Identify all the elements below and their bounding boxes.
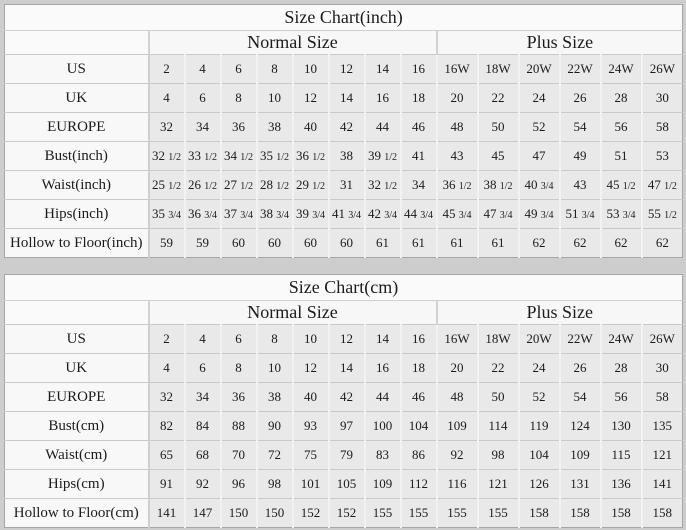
size-cell: 152: [293, 499, 329, 528]
size-cell: 26W: [642, 55, 683, 84]
size-cell: 58: [642, 383, 683, 412]
table-row: [5, 55, 683, 84]
size-cell: 61: [437, 229, 478, 258]
size-cell: 20W: [519, 55, 560, 84]
size-cell: 20W: [519, 325, 560, 354]
size-cell: 43: [560, 171, 601, 200]
size-cell: 54: [560, 113, 601, 142]
size-cell: 50: [478, 383, 519, 412]
size-cell: 27 1/2: [221, 171, 257, 200]
size-cell: 18: [401, 84, 437, 113]
size-cell: 34 1/2: [221, 142, 257, 171]
size-cell: 47 1/2: [642, 171, 683, 200]
size-cell: 14: [365, 55, 401, 84]
row-label: Waist(inch): [5, 171, 149, 200]
column-group-label: Plus Size: [437, 301, 683, 325]
size-cell: 39 3/4: [293, 200, 329, 229]
size-cell: 155: [478, 499, 519, 528]
size-cell: 62: [601, 229, 642, 258]
size-cell: 104: [401, 412, 437, 441]
size-cell: 158: [519, 499, 560, 528]
size-cell: 42: [329, 383, 365, 412]
size-cell: 104: [519, 441, 560, 470]
size-cell: 68: [185, 441, 221, 470]
size-cell: 50: [478, 113, 519, 142]
size-cell: 150: [221, 499, 257, 528]
column-group-label: Normal Size: [149, 31, 437, 55]
size-cell: 28: [601, 354, 642, 383]
size-cell: 150: [257, 499, 293, 528]
row-label: Bust(inch): [5, 142, 149, 171]
size-cell: 24: [519, 84, 560, 113]
size-cell: 18: [401, 354, 437, 383]
size-cell: 92: [437, 441, 478, 470]
size-cell: 45 1/2: [601, 171, 642, 200]
corner-cell: [5, 31, 149, 55]
size-cell: 8: [221, 84, 257, 113]
size-cell: 56: [601, 383, 642, 412]
fraction: 3/4: [312, 210, 326, 221]
size-cell: 12: [329, 325, 365, 354]
size-cell: 16: [401, 55, 437, 84]
size-chart-cm-table: [4, 274, 683, 528]
size-cell: 47: [519, 142, 560, 171]
size-cell: 47 3/4: [478, 200, 519, 229]
size-cell: 24: [519, 354, 560, 383]
size-cell: 141: [642, 470, 683, 499]
size-cell: 4: [149, 354, 185, 383]
fraction: 3/4: [276, 210, 290, 221]
size-cell: 112: [401, 470, 437, 499]
size-cell: 79: [329, 441, 365, 470]
size-cell: 31: [329, 171, 365, 200]
size-cell: 10: [257, 84, 293, 113]
title-row: [5, 5, 683, 31]
size-cell: 55 1/2: [642, 200, 683, 229]
size-cell: 38: [257, 383, 293, 412]
size-cell: 130: [601, 412, 642, 441]
size-chart-inch-table: [4, 4, 683, 258]
size-cell: 48: [437, 383, 478, 412]
size-cell: 60: [221, 229, 257, 258]
size-cell: 52: [519, 383, 560, 412]
fraction: 1/2: [276, 152, 290, 163]
size-cell: 36: [221, 383, 257, 412]
row-label: Hips(cm): [5, 470, 149, 499]
size-cell: 62: [560, 229, 601, 258]
fraction: 1/2: [240, 152, 254, 163]
fraction: 3/4: [540, 181, 554, 192]
corner-cell: [5, 301, 149, 325]
size-cell: 158: [642, 499, 683, 528]
size-cell: 105: [329, 470, 365, 499]
table-row: [5, 412, 683, 441]
size-cell: 32: [149, 113, 185, 142]
size-cell: 12: [329, 55, 365, 84]
size-cell: 20: [437, 354, 478, 383]
fraction: 3/4: [240, 210, 254, 221]
row-label: US: [5, 55, 149, 84]
size-cell: 39 1/2: [365, 142, 401, 171]
size-cell: 16: [365, 354, 401, 383]
size-cell: 26 1/2: [185, 171, 221, 200]
size-cell: 36 3/4: [185, 200, 221, 229]
size-cell: 10: [293, 325, 329, 354]
table-row: [5, 200, 683, 229]
size-cell: 10: [257, 354, 293, 383]
size-cell: 52: [519, 113, 560, 142]
size-cell: 44 3/4: [401, 200, 437, 229]
size-cell: 35 3/4: [149, 200, 185, 229]
size-cell: 12: [293, 354, 329, 383]
row-label: Bust(cm): [5, 412, 149, 441]
size-cell: 38 3/4: [257, 200, 293, 229]
size-cell: 75: [293, 441, 329, 470]
size-cell: 84: [185, 412, 221, 441]
table-row: [5, 113, 683, 142]
row-label: UK: [5, 354, 149, 383]
size-cell: 25 1/2: [149, 171, 185, 200]
size-cell: 4: [185, 325, 221, 354]
size-cell: 28 1/2: [257, 171, 293, 200]
size-cell: 61: [401, 229, 437, 258]
fraction: 1/2: [499, 181, 513, 192]
size-cell: 42: [329, 113, 365, 142]
fraction: 1/2: [204, 152, 218, 163]
fraction: 1/2: [312, 152, 326, 163]
size-cell: 91: [149, 470, 185, 499]
row-label: Hollow to Floor(cm): [5, 499, 149, 528]
fraction: 1/2: [384, 152, 398, 163]
size-cell: 92: [185, 470, 221, 499]
size-cell: 34: [401, 171, 437, 200]
size-cell: 29 1/2: [293, 171, 329, 200]
row-label: Hips(inch): [5, 200, 149, 229]
fraction: 3/4: [458, 210, 472, 221]
column-group-label: Plus Size: [437, 31, 683, 55]
row-label: EUROPE: [5, 383, 149, 412]
size-cell: 54: [560, 383, 601, 412]
fraction: 1/2: [168, 152, 182, 163]
size-cell: 121: [478, 470, 519, 499]
group-header-row: [5, 31, 683, 55]
size-cell: 20: [437, 84, 478, 113]
size-cell: 36 1/2: [293, 142, 329, 171]
fraction: 3/4: [622, 210, 636, 221]
size-cell: 6: [221, 325, 257, 354]
size-cell: 86: [401, 441, 437, 470]
size-cell: 18W: [478, 325, 519, 354]
size-cell: 49: [560, 142, 601, 171]
fraction: 3/4: [168, 210, 182, 221]
size-cell: 8: [257, 325, 293, 354]
table-row: [5, 84, 683, 113]
size-cell: 158: [601, 499, 642, 528]
size-cell: 26: [560, 84, 601, 113]
size-cell: 88: [221, 412, 257, 441]
fraction: 3/4: [540, 210, 554, 221]
fraction: 1/2: [276, 181, 290, 192]
fraction: 3/4: [348, 210, 362, 221]
size-cell: 38 1/2: [478, 171, 519, 200]
size-cell: 101: [293, 470, 329, 499]
size-cell: 14: [365, 325, 401, 354]
size-cell: 83: [365, 441, 401, 470]
fraction: 3/4: [581, 210, 595, 221]
size-cell: 114: [478, 412, 519, 441]
size-cell: 32 1/2: [149, 142, 185, 171]
table-row: [5, 142, 683, 171]
size-cell: 40: [293, 383, 329, 412]
size-cell: 44: [365, 113, 401, 142]
table-row: [5, 354, 683, 383]
size-cell: 40: [293, 113, 329, 142]
size-cell: 6: [185, 354, 221, 383]
fraction: 1/2: [312, 181, 326, 192]
size-cell: 42 3/4: [365, 200, 401, 229]
size-cell: 49 3/4: [519, 200, 560, 229]
size-cell: 16: [401, 325, 437, 354]
size-cell: 65: [149, 441, 185, 470]
size-cell: 22W: [560, 325, 601, 354]
size-cell: 22W: [560, 55, 601, 84]
size-cell: 37 3/4: [221, 200, 257, 229]
size-cell: 18W: [478, 55, 519, 84]
size-cell: 16W: [437, 325, 478, 354]
size-cell: 155: [365, 499, 401, 528]
size-cell: 45 3/4: [437, 200, 478, 229]
size-cell: 43: [437, 142, 478, 171]
table-row: [5, 383, 683, 412]
table-row: [5, 470, 683, 499]
size-cell: 26W: [642, 325, 683, 354]
size-cell: 155: [437, 499, 478, 528]
fraction: 1/2: [168, 181, 182, 192]
size-cell: 36: [221, 113, 257, 142]
row-label: EUROPE: [5, 113, 149, 142]
fraction: 1/2: [664, 210, 677, 221]
size-cell: 22: [478, 354, 519, 383]
fraction: 3/4: [384, 210, 398, 221]
size-cell: 28: [601, 84, 642, 113]
size-cell: 98: [478, 441, 519, 470]
size-cell: 61: [478, 229, 519, 258]
size-cell: 2: [149, 55, 185, 84]
size-cell: 70: [221, 441, 257, 470]
size-cell: 14: [329, 354, 365, 383]
size-cell: 51 3/4: [560, 200, 601, 229]
size-cell: 135: [642, 412, 683, 441]
table-row: [5, 229, 683, 258]
size-cell: 30: [642, 84, 683, 113]
size-cell: 109: [560, 441, 601, 470]
table-row: [5, 325, 683, 354]
fraction: 1/2: [384, 181, 398, 192]
size-cell: 136: [601, 470, 642, 499]
size-cell: 97: [329, 412, 365, 441]
size-cell: 34: [185, 113, 221, 142]
fraction: 1/2: [240, 181, 254, 192]
size-cell: 4: [185, 55, 221, 84]
size-cell: 14: [329, 84, 365, 113]
size-cell: 26: [560, 354, 601, 383]
row-label: Waist(cm): [5, 441, 149, 470]
size-cell: 32: [149, 383, 185, 412]
size-cell: 38: [329, 142, 365, 171]
size-cell: 4: [149, 84, 185, 113]
size-cell: 59: [149, 229, 185, 258]
size-cell: 90: [257, 412, 293, 441]
table-row: [5, 441, 683, 470]
size-cell: 12: [293, 84, 329, 113]
size-cell: 8: [257, 55, 293, 84]
size-cell: 10: [293, 55, 329, 84]
size-cell: 60: [293, 229, 329, 258]
size-cell: 155: [401, 499, 437, 528]
size-cell: 6: [185, 84, 221, 113]
size-cell: 115: [601, 441, 642, 470]
table-title: Size Chart(inch): [5, 5, 683, 31]
size-cell: 45: [478, 142, 519, 171]
column-group-label: Normal Size: [149, 301, 437, 325]
table-row: [5, 171, 683, 200]
group-header-row: [5, 301, 683, 325]
size-cell: 33 1/2: [185, 142, 221, 171]
size-cell: 46: [401, 383, 437, 412]
row-label: US: [5, 325, 149, 354]
fraction: 3/4: [420, 210, 434, 221]
size-cell: 158: [560, 499, 601, 528]
size-cell: 44: [365, 383, 401, 412]
size-cell: 131: [560, 470, 601, 499]
size-cell: 93: [293, 412, 329, 441]
table-gap: [4, 258, 682, 274]
size-cell: 141: [149, 499, 185, 528]
size-cell: 41 3/4: [329, 200, 365, 229]
size-cell: 36 1/2: [437, 171, 478, 200]
size-cell: 16: [365, 84, 401, 113]
size-cell: 82: [149, 412, 185, 441]
size-cell: 62: [519, 229, 560, 258]
row-label: UK: [5, 84, 149, 113]
size-cell: 62: [642, 229, 683, 258]
size-cell: 46: [401, 113, 437, 142]
size-cell: 58: [642, 113, 683, 142]
size-cell: 119: [519, 412, 560, 441]
fraction: 1/2: [622, 181, 636, 192]
size-cell: 32 1/2: [365, 171, 401, 200]
size-cell: 30: [642, 354, 683, 383]
size-cell: 40 3/4: [519, 171, 560, 200]
size-cell: 61: [365, 229, 401, 258]
size-cell: 24W: [601, 325, 642, 354]
size-cell: 24W: [601, 55, 642, 84]
size-cell: 124: [560, 412, 601, 441]
size-cell: 34: [185, 383, 221, 412]
fraction: 3/4: [499, 210, 513, 221]
size-cell: 16W: [437, 55, 478, 84]
size-cell: 96: [221, 470, 257, 499]
size-cell: 116: [437, 470, 478, 499]
size-cell: 98: [257, 470, 293, 499]
size-cell: 147: [185, 499, 221, 528]
title-row: [5, 275, 683, 301]
size-cell: 109: [365, 470, 401, 499]
size-cell: 41: [401, 142, 437, 171]
fraction: 1/2: [458, 181, 472, 192]
size-cell: 56: [601, 113, 642, 142]
row-label: Hollow to Floor(inch): [5, 229, 149, 258]
fraction: 1/2: [664, 181, 677, 192]
size-cell: 121: [642, 441, 683, 470]
size-cell: 48: [437, 113, 478, 142]
size-cell: 72: [257, 441, 293, 470]
size-cell: 8: [221, 354, 257, 383]
size-cell: 60: [329, 229, 365, 258]
fraction: 3/4: [204, 210, 218, 221]
table-row: [5, 499, 683, 528]
size-cell: 51: [601, 142, 642, 171]
size-cell: 60: [257, 229, 293, 258]
size-cell: 2: [149, 325, 185, 354]
size-cell: 22: [478, 84, 519, 113]
size-cell: 100: [365, 412, 401, 441]
table-title: Size Chart(cm): [5, 275, 683, 301]
size-cell: 109: [437, 412, 478, 441]
size-cell: 152: [329, 499, 365, 528]
size-cell: 38: [257, 113, 293, 142]
size-cell: 35 1/2: [257, 142, 293, 171]
size-cell: 59: [185, 229, 221, 258]
size-cell: 53: [642, 142, 683, 171]
size-cell: 126: [519, 470, 560, 499]
size-cell: 6: [221, 55, 257, 84]
size-cell: 53 3/4: [601, 200, 642, 229]
fraction: 1/2: [204, 181, 218, 192]
